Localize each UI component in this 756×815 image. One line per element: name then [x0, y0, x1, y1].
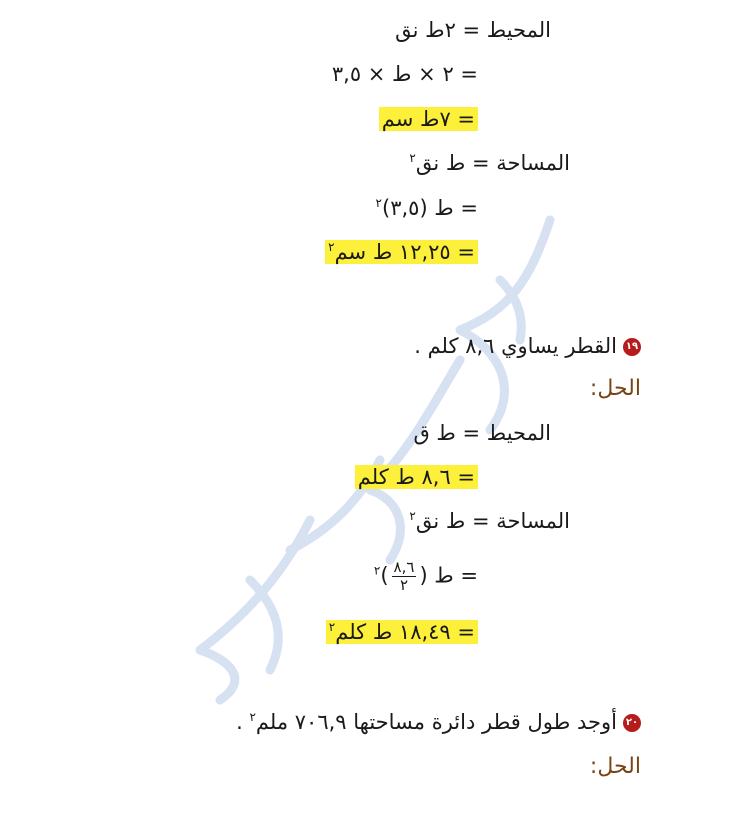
circumference-result: = ٧ط سم [379, 104, 478, 134]
fraction: $\frac{٨,٦}{٢}$ [393, 558, 415, 594]
question-19: ١٩القطر يساوي ٨,٦ كلم . [414, 331, 641, 361]
solution-label: الحل: [589, 376, 641, 401]
area-result: = ١٨,٤٩ ط كلم$^٢$ [326, 617, 478, 647]
area-formula: المساحة = ط نق$^٢$ [409, 509, 570, 533]
circumference-formula: المحيط = ٢ط نق [395, 18, 551, 42]
circumference-result: = ٨,٦ ط كلم [355, 462, 478, 492]
circumference-substitution: = ٢ × ط × ٣,٥ [331, 62, 478, 86]
solution-label: الحل: [589, 754, 641, 779]
area-substitution: = ط (٣,٥)$^٢$ [375, 196, 478, 220]
area-result: = ١٢,٢٥ ط سم$^٢$ [325, 237, 478, 267]
circumference-formula: المحيط = ط ق [413, 421, 551, 445]
question-20: ٢٠أوجد طول قطر دائرة مساحتها ٧٠٦,٩ ملم$^٢$ . [236, 707, 641, 737]
area-substitution: = ط ( $\frac{٨,٦}{٢}$ )$^٢$ [373, 558, 478, 594]
question-number-badge: ١٩ [623, 338, 641, 356]
area-formula: المساحة = ط نق$^٢$ [409, 151, 570, 175]
question-number-badge: ٢٠ [623, 714, 641, 732]
